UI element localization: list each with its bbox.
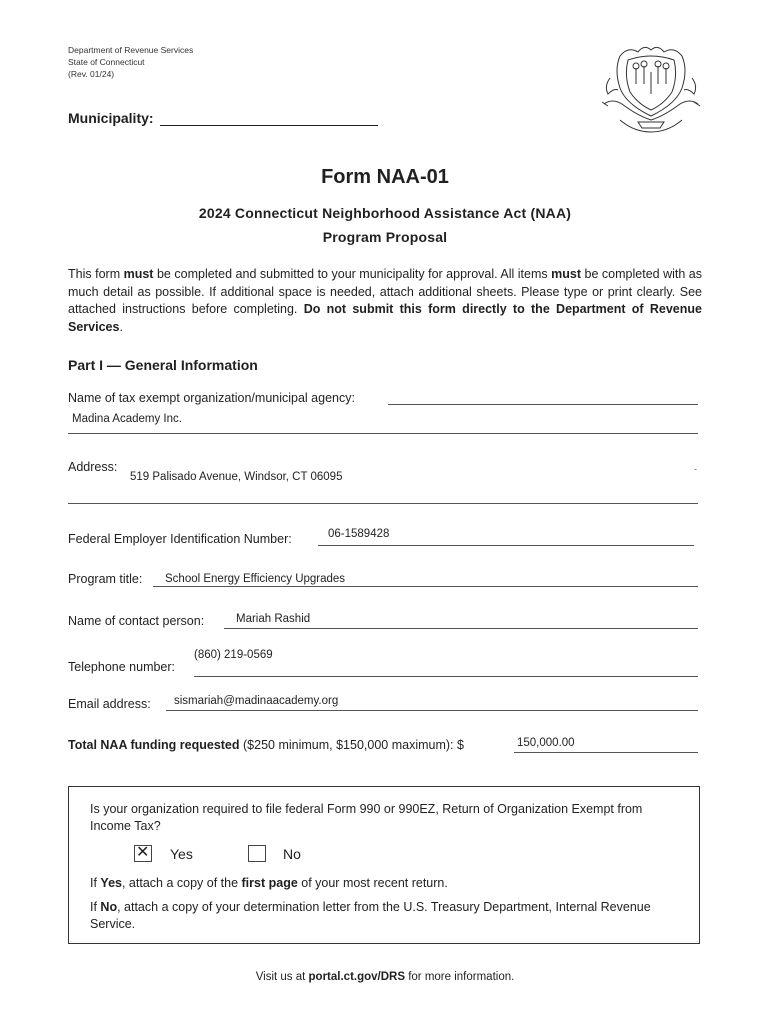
municipality-row <box>68 110 378 126</box>
funding-label-bold: Total NAA funding requested <box>68 738 240 752</box>
form-subtitle <box>0 201 770 249</box>
program-title-input[interactable]: School Energy Efficiency Upgrades <box>165 573 346 585</box>
org-name-line-2 <box>68 433 698 434</box>
org-name-line-1 <box>388 404 698 405</box>
no-checkbox[interactable] <box>248 845 266 862</box>
no-note-2: , attach a copy of your determination letter from the U.S. Treasury Department, Internal Revenue Service. <box>90 900 651 931</box>
agency-header <box>68 44 193 80</box>
yes-instruction <box>90 875 680 892</box>
fein-input[interactable]: 06-1589428 <box>328 528 390 540</box>
intro-text-1: This form <box>68 267 124 281</box>
contact-person-line <box>224 628 698 629</box>
yes-note-bold: Yes <box>100 876 122 890</box>
org-name-label: Name of tax exempt organization/municipal agency: <box>68 391 355 405</box>
funding-label <box>68 738 464 752</box>
yes-note-bold-2: first page <box>241 876 298 890</box>
intro-warning: Do not submit this form directly to the Department of Revenue Services <box>68 302 702 334</box>
agency-name: Department of Revenue Services <box>68 45 194 55</box>
no-label: No <box>283 846 301 862</box>
intro-text-2: be completed and submitted to your municipality for approval. All items <box>153 267 552 281</box>
no-instruction <box>90 899 680 933</box>
footer <box>0 971 770 983</box>
form-990-question-text: Is your organization required to file federal Form 990 or 990EZ, Return of Organization Exempt from Income Tax? <box>90 802 643 833</box>
address-mark: - <box>694 464 697 474</box>
intro-text-3: be completed with as much detail as possible. If additional space is needed, attach additional sheets. Please type or print clearly. See attached instructions before completing. <box>68 267 703 316</box>
state-name: State of Connecticut <box>68 57 145 67</box>
footer-text-2: for more information. <box>405 971 515 983</box>
yes-note-2: , attach a copy of the <box>121 876 242 890</box>
program-title-label: Program title: <box>68 572 143 586</box>
email-label: Email address: <box>68 697 151 711</box>
funding-line <box>514 752 698 753</box>
fein-line <box>318 545 694 546</box>
yes-note-1: If <box>90 876 101 890</box>
form-subtitle-act: 2024 Connecticut Neighborhood Assistance Act (NAA) <box>198 205 572 221</box>
form-subtitle-proposal: Program Proposal <box>322 229 448 245</box>
email-line <box>166 710 698 711</box>
no-note-bold: No <box>100 900 118 914</box>
municipality-field[interactable] <box>160 111 378 126</box>
intro-must-1: must <box>123 267 154 281</box>
footer-link[interactable]: portal.ct.gov/DRS <box>308 971 406 983</box>
program-title-line <box>153 586 698 587</box>
contact-person-label: Name of contact person: <box>68 614 205 628</box>
intro-period: . <box>119 319 123 334</box>
municipality-label: Municipality: <box>68 110 154 126</box>
yes-checkbox[interactable] <box>134 845 152 862</box>
contact-person-input[interactable]: Mariah Rashid <box>236 613 311 625</box>
fein-label: Federal Employer Identification Number: <box>68 532 292 546</box>
form-990-question <box>90 801 680 835</box>
funding-currency: $ <box>457 738 464 752</box>
address-label: Address: <box>68 460 118 474</box>
org-name-input[interactable]: Madina Academy Inc. <box>72 413 182 425</box>
yes-label: Yes <box>170 846 193 862</box>
intro-must-2: must <box>551 267 582 281</box>
address-input[interactable]: 519 Palisado Avenue, Windsor, CT 06095 <box>130 471 343 483</box>
funding-label-range: ($250 minimum, $150,000 maximum): <box>239 738 454 752</box>
connecticut-state-seal-icon <box>598 42 704 136</box>
address-line <box>68 503 698 504</box>
telephone-line <box>194 676 698 677</box>
intro-paragraph <box>68 266 702 336</box>
check-mark-icon: ✕ <box>136 844 150 861</box>
no-note-1: If <box>90 900 101 914</box>
form-title: Form NAA-01 <box>321 166 449 188</box>
telephone-label: Telephone number: <box>68 660 176 674</box>
email-input[interactable]: sismariah@madinaacademy.org <box>174 695 339 707</box>
revision-date: (Rev. 01/24) <box>68 69 115 79</box>
yes-note-3: of your most recent return. <box>297 876 448 890</box>
telephone-input[interactable]: (860) 219-0569 <box>194 649 273 661</box>
footer-text-1: Visit us at <box>255 971 309 983</box>
part1-heading: Part I — General Information <box>68 357 258 373</box>
funding-input[interactable]: 150,000.00 <box>517 737 575 749</box>
